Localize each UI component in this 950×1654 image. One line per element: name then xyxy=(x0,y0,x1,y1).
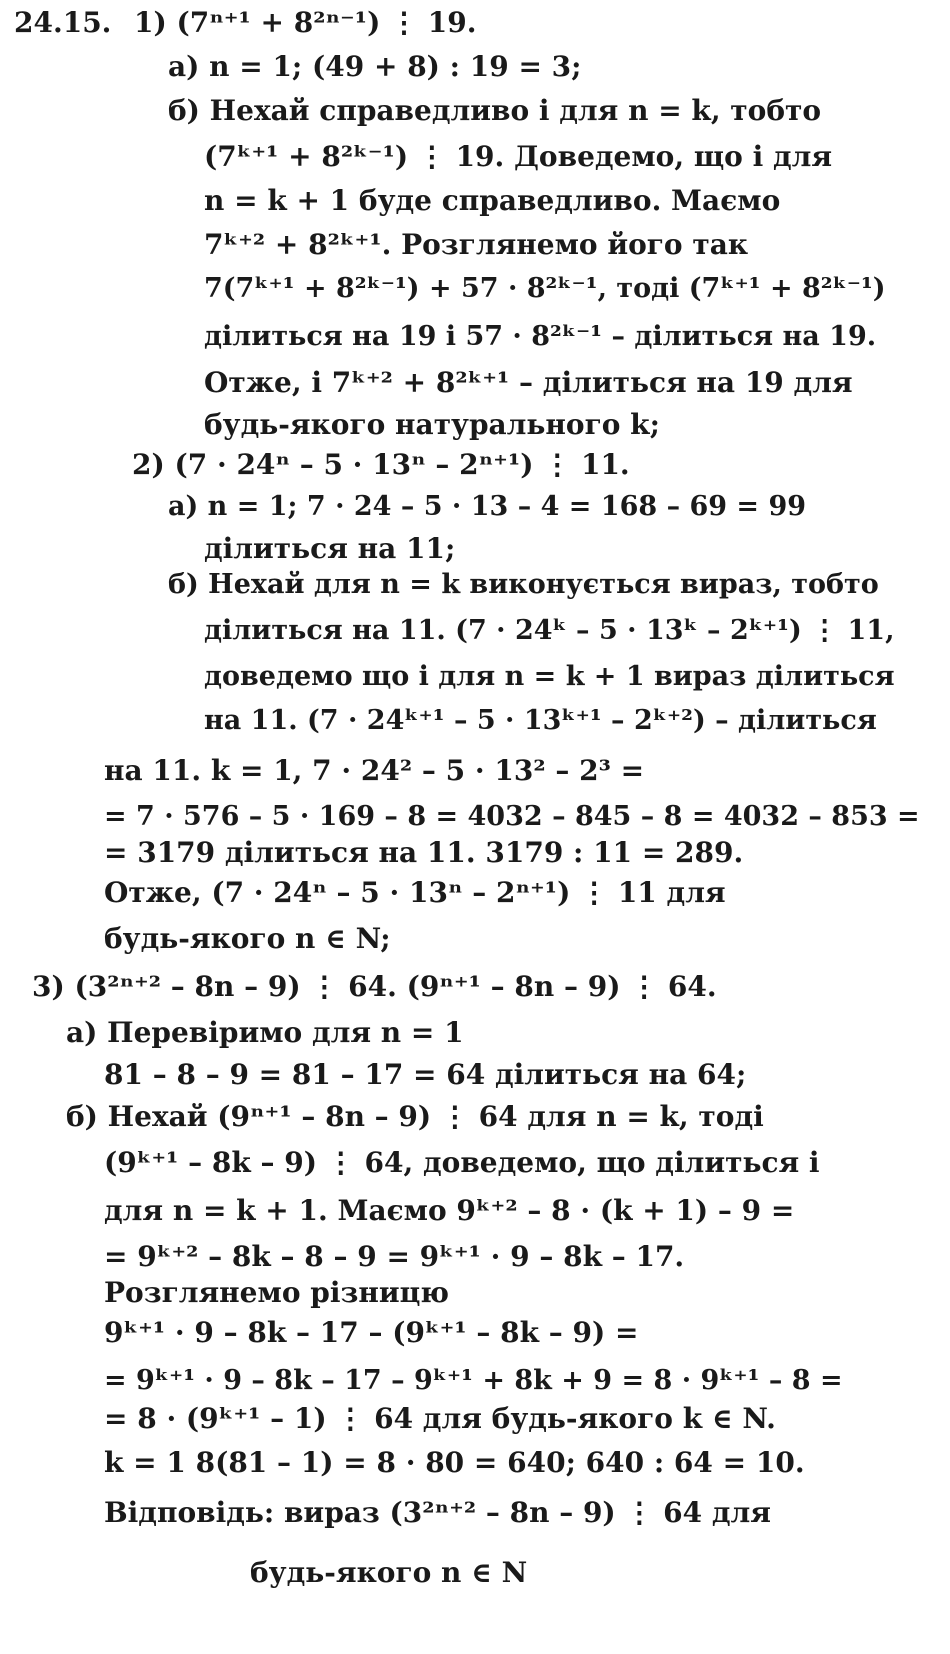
part-1a: а) n = 1; (49 + 8) : 19 = 3; xyxy=(168,50,582,83)
part-3-statement: 3) (3²ⁿ⁺² – 8n – 9) ⋮ 64. (9ⁿ⁺¹ – 8n – 9) ⋮ 64. xyxy=(32,970,717,1003)
part-2b-line-1: б) Нехай для n = k виконується вираз, тобто xyxy=(168,569,879,600)
part-1b-line-1: б) Нехай справедливо і для n = k, тобто xyxy=(168,94,822,127)
part-2b-line-6: = 7 · 576 – 5 · 169 – 8 = 4032 – 845 – 8 = 4032 – 853 = xyxy=(104,801,920,832)
part-2-conclusion-line-2: будь-якого n ∈ N; xyxy=(104,922,391,955)
part-3a-line-2: 81 – 8 – 9 = 81 – 17 = 64 ділиться на 64; xyxy=(104,1058,747,1091)
part-1b-line-6: ділиться на 19 і 57 · 8²ᵏ⁻¹ – ділиться на 19. xyxy=(204,321,877,352)
part-1b-line-5: 7(7ᵏ⁺¹ + 8²ᵏ⁻¹) + 57 · 8²ᵏ⁻¹, тоді (7ᵏ⁺¹ + 8²ᵏ⁻¹) xyxy=(204,273,886,304)
part-1b-line-3: n = k + 1 буде справедливо. Маємо xyxy=(204,184,781,217)
part-3a-line-1: а) Перевіримо для n = 1 xyxy=(66,1016,464,1049)
answer-line-1: Відповідь: вираз (3²ⁿ⁺² – 8n – 9) ⋮ 64 для xyxy=(104,1496,771,1529)
part-2a-line-2: ділиться на 11; xyxy=(204,532,456,565)
part-3b-line-5: Розглянемо різницю xyxy=(104,1276,449,1309)
part-2b-line-7: = 3179 ділиться на 11. 3179 : 11 = 289. xyxy=(104,836,744,869)
part-2-conclusion: Отже, (7 · 24ⁿ – 5 · 13ⁿ – 2ⁿ⁺¹) ⋮ 11 для xyxy=(104,876,726,909)
part-2a-line-1: а) n = 1; 7 · 24 – 5 · 13 – 4 = 168 – 69 = 99 xyxy=(168,491,807,522)
part-3b-line-7: = 9ᵏ⁺¹ · 9 – 8k – 17 – 9ᵏ⁺¹ + 8k + 9 = 8 · 9ᵏ⁺¹ – 8 = xyxy=(104,1365,843,1396)
answer-line-2: будь-якого n ∈ N xyxy=(250,1556,528,1589)
part-3b-line-4: = 9ᵏ⁺² – 8k – 8 – 9 = 9ᵏ⁺¹ · 9 – 8k – 17. xyxy=(104,1240,685,1273)
problem-number: 24.15. xyxy=(14,6,112,39)
part-3b-line-8: = 8 · (9ᵏ⁺¹ – 1) ⋮ 64 для будь-якого k ∈ N. xyxy=(104,1402,776,1435)
part-3b-line-6: 9ᵏ⁺¹ · 9 – 8k – 17 – (9ᵏ⁺¹ – 8k – 9) = xyxy=(104,1316,639,1349)
part-3-check: k = 1 8(81 – 1) = 8 · 80 = 640; 640 : 64 = 10. xyxy=(104,1446,805,1479)
part-2b-line-5: на 11. k = 1, 7 · 24² – 5 · 13² – 2³ = xyxy=(104,754,645,787)
part-2-statement: 2) (7 · 24ⁿ – 5 · 13ⁿ – 2ⁿ⁺¹) ⋮ 11. xyxy=(132,448,630,481)
part-3b-line-2: (9ᵏ⁺¹ – 8k – 9) ⋮ 64, доведемо, що ділиться і xyxy=(104,1146,820,1179)
part-1b-line-7: Отже, і 7ᵏ⁺² + 8²ᵏ⁺¹ – ділиться на 19 для xyxy=(204,366,853,399)
part-1b-line-4: 7ᵏ⁺² + 8²ᵏ⁺¹. Розглянемо його так xyxy=(204,228,749,261)
part-1b-line-2: (7ᵏ⁺¹ + 8²ᵏ⁻¹) ⋮ 19. Доведемо, що і для xyxy=(204,140,833,173)
part-2b-line-3: доведемо що і для n = k + 1 вираз ділиться xyxy=(204,661,895,692)
part-1-statement: 1) (7ⁿ⁺¹ + 8²ⁿ⁻¹) ⋮ 19. xyxy=(134,6,477,39)
part-3b-line-3: для n = k + 1. Маємо 9ᵏ⁺² – 8 · (k + 1) – 9 = xyxy=(104,1194,795,1227)
part-3b-line-1: б) Нехай (9ⁿ⁺¹ – 8n – 9) ⋮ 64 для n = k, тоді xyxy=(66,1100,764,1133)
part-2b-line-4: на 11. (7 · 24ᵏ⁺¹ – 5 · 13ᵏ⁺¹ – 2ᵏ⁺²) – ділиться xyxy=(204,705,877,736)
part-2b-line-2: ділиться на 11. (7 · 24ᵏ – 5 · 13ᵏ – 2ᵏ⁺¹) ⋮ 11, xyxy=(204,615,895,646)
part-1b-line-8: будь-якого натурального k; xyxy=(204,408,660,441)
